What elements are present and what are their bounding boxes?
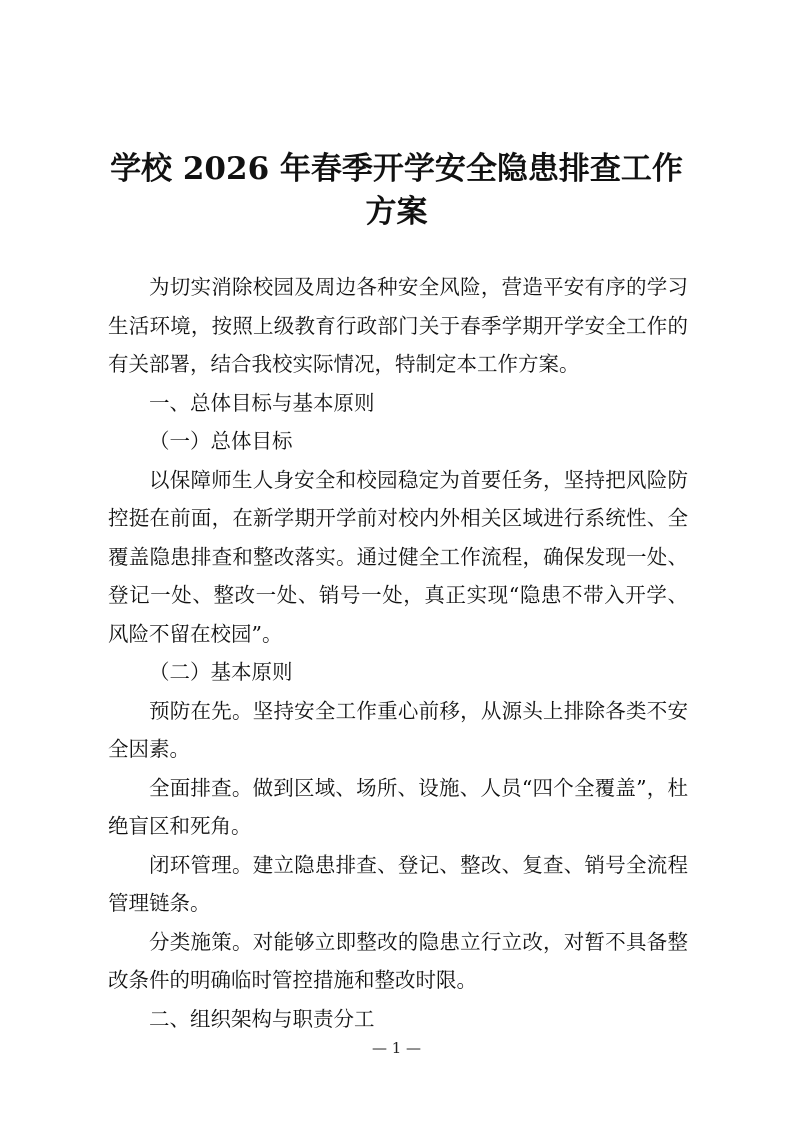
document-body [108,268,688,1038]
principle-classified: 分类施策。对能够立即整改的隐患立行立改，对暂不具备整改条件的明确临时管控措施和整改时限。 [108,929,688,992]
subsection-heading-principles: （二）基本原则 [149,660,293,684]
document-title [108,148,685,234]
page-number: — 1 — [371,1039,422,1057]
principle-comprehensive: 全面排查。做到区域、场所、设施、人员“四个全覆盖”，杜绝盲区和死角。 [108,775,688,838]
title-line-1: 学校 2026 年春季开学安全隐患排查工作 [110,151,683,187]
intro-paragraph: 为切实消除校园及周边各种安全风险，营造平安有序的学习生活环境，按照上级教育行政部门关于春季学期开学安全工作的有关部署，结合我校实际情况，特制定本工作方案。 [108,275,688,376]
title-line-2: 方案 [365,194,428,230]
section-heading-1: 一、总体目标与基本原则 [149,390,375,415]
subsection-heading-goal: （一）总体目标 [149,429,293,453]
goal-paragraph: 以保障师生人身安全和校园稳定为首要任务，坚持把风险防控挺在前面，在新学期开学前对校内外相关区域进行系统性、全覆盖隐患排查和整改落实。通过健全工作流程，确保发现一处、登记一处、整改一处、销号一处，真正实现“隐患不带入开学、风险不留在校园”。 [108,467,688,646]
section-heading-2: 二、组织架构与职责分工 [149,1006,375,1031]
principle-closed-loop: 闭环管理。建立隐患排查、登记、整改、复查、销号全流程管理链条。 [108,852,688,915]
principle-prevention: 预防在先。坚持安全工作重心前移，从源头上排除各类不安全因素。 [108,698,688,761]
